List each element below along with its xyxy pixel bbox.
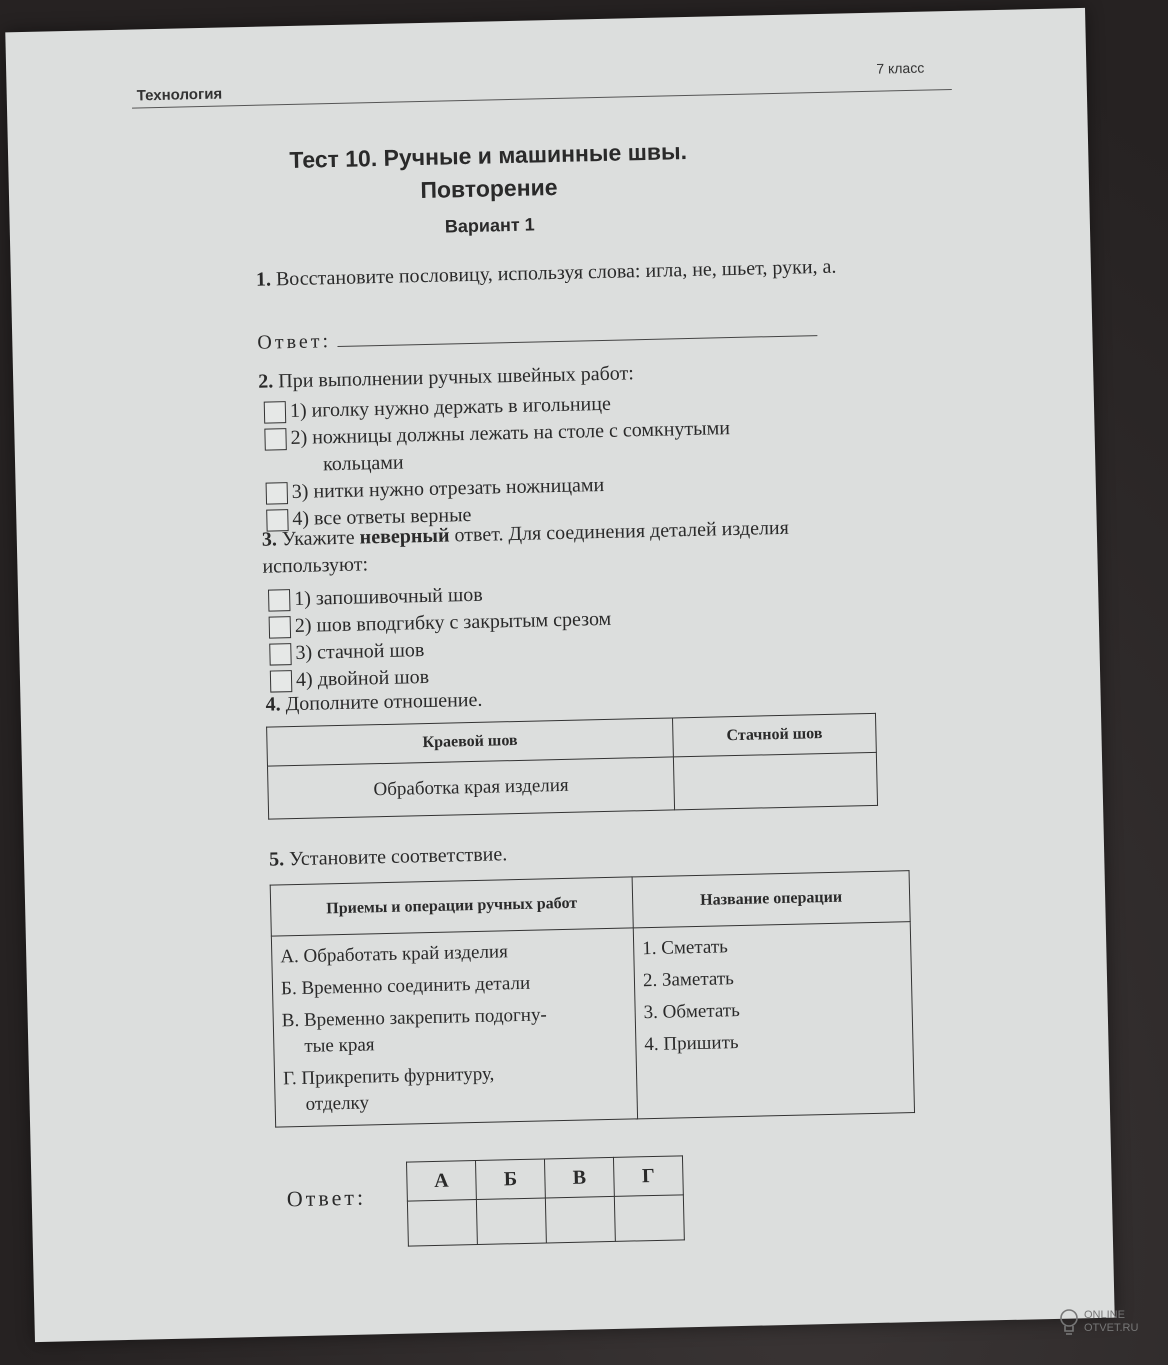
table-header: Стачной шов <box>673 713 877 757</box>
watermark-line-2: OTVET.RU <box>1084 1322 1139 1334</box>
question-2 <box>258 355 878 396</box>
question-number: 2. <box>258 370 274 393</box>
question-5 <box>269 833 889 874</box>
option-label: 2) шов вподгибку с закрытым срезом <box>294 607 612 638</box>
answer-grid <box>406 1155 685 1246</box>
question-number: 5. <box>268 848 285 871</box>
list-item-cont: тые края <box>304 1034 375 1057</box>
grade-label: 7 класс <box>876 59 925 77</box>
answer-cell[interactable] <box>407 1200 477 1247</box>
checkbox[interactable] <box>269 616 291 638</box>
option-label: 4) все ответы верные <box>292 503 472 531</box>
title-line-2: Повторение <box>420 173 558 204</box>
answer-blank[interactable] <box>337 335 817 347</box>
question-text-pre: Укажите <box>281 526 355 551</box>
test-sheet <box>5 8 1114 1342</box>
option-label: 3) стачной шов <box>295 639 425 664</box>
checkbox[interactable] <box>266 482 288 504</box>
checkbox[interactable] <box>264 401 286 423</box>
list-item-cont: отделку <box>305 1092 370 1115</box>
answer-header: А <box>407 1161 477 1202</box>
table-header: Название операции <box>632 871 910 928</box>
answer-line-q1 <box>257 318 857 355</box>
list-item: Б. Временно соединить детали <box>280 972 531 1000</box>
subject-label: Технология <box>136 85 223 105</box>
watermark-line-1: ONLINE <box>1084 1309 1125 1321</box>
matching-table <box>270 870 915 1127</box>
checkbox[interactable] <box>264 428 286 450</box>
q3-option-3[interactable] <box>269 637 424 667</box>
checkbox[interactable] <box>269 643 291 665</box>
variant-label: Вариант 1 <box>444 214 535 237</box>
lightbulb-icon <box>1058 1308 1080 1336</box>
answer-header: Г <box>613 1156 683 1197</box>
answer-header: Б <box>475 1159 545 1200</box>
question-1 <box>256 253 846 293</box>
answer-label-q5: Ответ: <box>286 1184 367 1212</box>
operations-cell <box>271 928 637 1127</box>
option-label: 1) запошивочный шов <box>293 583 483 611</box>
answer-cell[interactable] <box>476 1198 546 1245</box>
answer-cell[interactable] <box>674 752 878 810</box>
question-text-bold: неверный <box>359 524 450 549</box>
question-text-post: ответ. Для соединения деталей изделия используют: <box>262 516 790 578</box>
question-text: Установите соответствие. <box>288 843 508 871</box>
q3-option-1[interactable] <box>268 582 483 613</box>
watermark <box>1058 1308 1138 1336</box>
list-item: 3. Обметать <box>643 1000 741 1024</box>
title-line-1: Тест 10. Ручные и машинные швы. <box>289 137 688 174</box>
relation-table <box>266 713 878 820</box>
list-item: Г. Прикрепить фурнитуру, <box>282 1063 495 1090</box>
list-item: 1. Сметать <box>641 936 729 960</box>
option-label: 4) двойной шов <box>295 665 430 691</box>
list-item: В. Временно закрепить подогну- <box>281 1004 548 1032</box>
answer-cell[interactable] <box>545 1196 615 1243</box>
question-number: 3. <box>261 528 278 551</box>
header-divider <box>132 89 952 109</box>
option-label: 1) иголку нужно держать в игольнице <box>289 392 612 423</box>
question-text: При выполнении ручных швейных работ: <box>278 362 635 393</box>
list-item: 2. Заметать <box>642 968 735 992</box>
checkbox[interactable] <box>268 589 290 611</box>
names-cell <box>633 922 914 1119</box>
option-label: 3) нитки нужно отрезать ножницами <box>291 473 605 504</box>
answer-header: В <box>544 1157 614 1198</box>
option-label: кольцами <box>322 451 404 476</box>
table-cell: Обработка края изделия <box>267 757 674 819</box>
page-title <box>158 132 819 213</box>
option-label: 2) ножницы должны лежать на столе с сомкнутыми <box>290 417 731 450</box>
question-text: Восстановите пословицу, используя слова: игла, не, шьет, руки, а. <box>275 255 837 291</box>
q2-option-3[interactable] <box>265 472 604 506</box>
question-text: Дополните отношение. <box>285 688 483 716</box>
list-item: 4. Пришить <box>644 1032 739 1056</box>
answer-cell[interactable] <box>614 1195 684 1242</box>
q2-option-2-cont <box>323 449 404 477</box>
list-item: А. Обработать край изделия <box>280 941 509 968</box>
table-header: Приемы и операции ручных работ <box>270 877 633 936</box>
table-header: Краевой шов <box>267 718 674 766</box>
answer-label: Ответ: <box>257 330 332 354</box>
checkbox[interactable] <box>270 670 292 692</box>
question-number: 1. <box>255 268 272 291</box>
question-number: 4. <box>265 693 281 716</box>
